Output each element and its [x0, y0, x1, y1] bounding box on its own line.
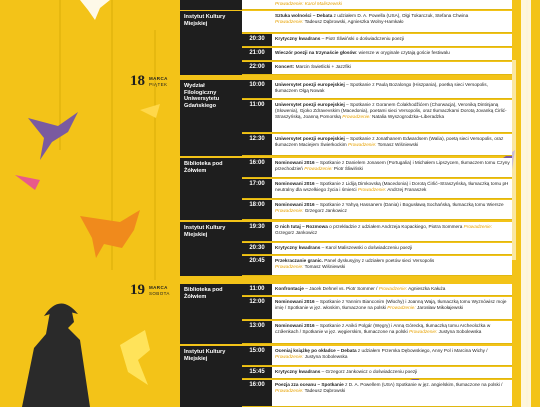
schedule-row	[242, 380, 512, 407]
event-details: – Spotkanie z Yahyą Hassanem (Dania) i Bogusławą Sochańską, tłumaczką tomu Wiersze	[314, 202, 504, 207]
event-title: Oceniaj książkę po okładce – Debata	[275, 348, 357, 353]
schedule-row	[242, 134, 512, 156]
event-description	[275, 1, 510, 7]
bird-orange-icon	[80, 210, 140, 258]
time-cell: 15:45	[242, 367, 272, 378]
time-cell: 17:00	[242, 179, 272, 198]
event-title: Uniwersytet poezji europejskiej	[275, 82, 345, 87]
time-cell: 18:00	[242, 200, 272, 219]
time-cell: 20:45	[242, 256, 272, 275]
time-cell: 20:30	[242, 34, 272, 46]
schedule-block	[180, 346, 512, 407]
moderator-label: Prowadzenie:	[408, 329, 438, 335]
moderator-label: Prowadzenie:	[342, 114, 371, 120]
event-title: Krytyczny kwadrans	[275, 369, 321, 374]
time-cell: 22:00	[242, 62, 272, 74]
moderator-name: Tomasz Wiśniewski	[376, 142, 419, 148]
schedule-block	[180, 80, 512, 156]
date-marker-18	[130, 72, 168, 90]
moderator-text: Prowadzenie: Karol Maliszewski	[275, 1, 342, 6]
event-description	[275, 348, 510, 360]
moderator-label: Prowadzenie:	[378, 286, 408, 291]
time-cell: 16:00	[242, 158, 272, 177]
event-details: : wiersze w oryginale czytają goście festiwalu	[355, 50, 450, 55]
moderator-name: Tadeusz Dąbrowski	[303, 388, 346, 394]
schedule-row	[242, 297, 512, 320]
event-title: Poezja zza oceanu – Spotkanie	[275, 382, 344, 387]
time-cell: 15:00	[242, 346, 272, 365]
moderator-name: Agnieszka Kałuża	[407, 286, 446, 291]
schedule-row	[242, 48, 512, 61]
time-cell: 20:30	[242, 243, 272, 254]
venue-cell: Biblioteka pod Żółwiem	[180, 284, 242, 344]
time-cell: 12:00	[242, 297, 272, 319]
moderator-label: Prowadzenie:	[387, 305, 416, 311]
event-title: Nominowani 2016	[275, 202, 315, 207]
schedule-block	[180, 284, 512, 344]
schedule-block	[180, 11, 512, 75]
bird-pink-icon	[15, 175, 40, 190]
bird-purple-icon	[28, 112, 78, 160]
time-cell: 19:30	[242, 222, 272, 241]
event-description	[275, 224, 510, 236]
event-description	[275, 286, 510, 292]
event-title: Nominowani 2016	[275, 181, 315, 186]
event-description	[275, 136, 510, 148]
event-description	[275, 82, 510, 94]
event-description	[275, 64, 510, 70]
event-title: Sztuka wolności – Debata	[275, 13, 333, 18]
schedule-row	[242, 367, 512, 379]
schedule-row	[242, 243, 512, 255]
schedule-row	[242, 62, 512, 75]
schedule-row	[242, 284, 512, 296]
event-details: o przekładzie z udziałem Andrzeja Kopackiego, Piotra Sommera	[327, 224, 463, 229]
event-description	[275, 181, 510, 193]
event-details: Marcin Świetlicki + Jazzfiki	[294, 64, 351, 69]
schedule-row	[242, 200, 512, 220]
moderator-name: Jarosław Mikołajewski	[415, 305, 464, 311]
event-title: Wieczór poezji na trzynaście głosów	[275, 50, 356, 55]
event-description	[275, 299, 510, 311]
venue-cell: Biblioteka pod Żółwiem	[180, 158, 242, 220]
event-title: Uniwersytet poezji europejskiej	[275, 102, 345, 107]
event-description	[275, 382, 510, 394]
moderator-label: Prowadzenie:	[357, 187, 387, 193]
schedule-block-top	[180, 0, 512, 10]
event-description	[275, 202, 510, 214]
moderator-name: Justyna Sobolewska	[437, 329, 482, 335]
bird-yellow-bottom-icon	[120, 330, 150, 385]
event-description	[275, 245, 510, 251]
venue-cell: Instytut Kultury Miejskiej	[180, 346, 242, 407]
event-details: – Spotkanie z Danielem Jonasem (Portugalia) i Michałem Lipszycem, tłumaczem tomu Czyny przechodzień	[275, 160, 510, 172]
moderator-name: Natalia Wyszogrodzka–Liberadzka	[370, 114, 445, 120]
event-description	[275, 160, 510, 172]
event-title: Uniwersytet poezji europejskiej	[275, 136, 345, 141]
moderator-name: Piotr Śliwiński	[332, 166, 363, 172]
event-description	[275, 369, 510, 375]
event-description	[275, 258, 510, 270]
moderator-label: Prowadzenie:	[275, 19, 304, 25]
moderator-label: Prowadzenie:	[275, 354, 304, 360]
moderator-label: Prowadzenie:	[275, 388, 304, 394]
event-title: Krytyczny kwadrans	[275, 36, 321, 41]
moderator-name: Andrzej Franaszek	[386, 187, 427, 193]
venue-cell	[180, 0, 242, 10]
date-month: MARCA	[149, 76, 168, 81]
moderator-label: Prowadzenie:	[347, 142, 377, 148]
date-marker-19	[130, 281, 170, 299]
schedule-row	[242, 256, 512, 276]
schedule-row	[242, 80, 512, 99]
bird-yellow-icon	[140, 104, 160, 118]
schedule-row	[242, 222, 512, 242]
date-day: 19	[130, 282, 145, 298]
venue-cell: Instytut Kultury Miejskiej	[180, 222, 242, 276]
event-details: – Karol Maliszewski o doświadczeniu poezji	[320, 245, 413, 250]
event-details: – Spotkanie z Yannim Bianconim (Włochy) i Joanną Wają, tłumaczką tomu Wyznówisz moje imię / Spotkanie w jęz. włoskim, tłumaczone na polski	[275, 299, 507, 311]
moderator-name: Grzegorz Jankowicz	[275, 230, 318, 236]
schedule-row	[242, 34, 512, 47]
person-silhouette	[22, 306, 90, 407]
date-weekday: PIĄTEK	[149, 82, 168, 87]
event-details: z udziałem Przemka Dębowskiego, Anny Pol i Marcina Wichy /	[356, 348, 488, 353]
event-details: Panel dyskusyjny z udziałem poetów sieci Versopolis	[322, 258, 435, 263]
venue-cell: Instytut Kultury Miejskiej	[180, 11, 242, 75]
moderator-name: Tadeusz Dąbrowski, Agnieszka Wolny-Hamkało	[303, 19, 404, 25]
event-title: O nich tutaj – Rozmowa	[275, 224, 328, 229]
schedule-row	[242, 0, 512, 10]
schedule-row	[242, 321, 512, 344]
bird-white-icon	[80, 0, 110, 20]
schedule-block	[180, 222, 512, 276]
schedule-row	[242, 179, 512, 199]
venue-cell: Wydział Filologiczny Uniwersytetu Gdańskiego	[180, 80, 242, 156]
event-details: – Spotkanie z Jonathanem Edwardsem (Walia), poetą sieci Versopolis, oraz tłumaczem Maciejem Świerkockim	[275, 136, 504, 148]
time-cell: 21:00	[242, 48, 272, 60]
event-details: – Piotr Śliwiński o doświadczeniu poezji	[320, 36, 404, 41]
event-title: Przekraczanie granic.	[275, 258, 323, 263]
time-cell: 13:00	[242, 321, 272, 343]
right-edge-bar	[512, 60, 516, 260]
time-cell	[242, 11, 272, 32]
event-title: Nominowani 2016	[275, 323, 315, 328]
event-details: z udziałem D. A. Powella (USA), Olgi Tokarczuk, Stefana Chwina	[332, 13, 469, 18]
event-title: Konfrontacje	[275, 286, 304, 291]
schedule-row	[242, 11, 512, 33]
event-details: – Jacek Dehnel vs. Piotr Sommer /	[303, 286, 378, 291]
event-description	[275, 36, 510, 42]
date-day: 18	[130, 73, 145, 89]
moderator-name: Tomasz Wiśniewski	[303, 264, 346, 270]
event-description	[275, 323, 510, 335]
event-title: Koncert:	[275, 64, 295, 69]
moderator-label: Prowadzenie:	[275, 264, 304, 270]
moderator-label: Prowadzenie:	[275, 208, 304, 214]
event-details-extra: , tłumaczem Olgą Nowak	[275, 82, 488, 94]
event-title: Krytyczny kwadrans	[275, 245, 321, 250]
event-title: Nominowani 2016	[275, 160, 315, 165]
moderator-label: Prowadzenie:	[304, 166, 333, 172]
time-cell: 11:00	[242, 284, 272, 295]
time-cell: 11:00	[242, 100, 272, 132]
time-cell: 16:00	[242, 380, 272, 406]
event-details: z D. A. Powellem (USA) Spotkanie w jęz. angielskim, tłumaczone na polski /	[343, 382, 503, 387]
moderator-label: Prowadzenie:	[463, 224, 493, 229]
date-weekday: SOBOTA	[149, 291, 170, 296]
time-cell	[242, 0, 272, 9]
event-description	[275, 13, 510, 25]
event-details: – Grzegorz Jankowicz o doświadczeniu poezji	[320, 369, 418, 374]
date-month: MARCA	[149, 285, 168, 290]
schedule-row	[242, 100, 512, 133]
moderator-name: Grzegorz Jankowicz	[303, 208, 347, 214]
event-description	[275, 50, 510, 56]
event-details: – Spotkanie z Anikó Polgár (Węgry) i Anną Górecką, tłumaczką tomu Archeolożka w czółenkach / Spotkanie w jęz. węgierskim, tłumaczone na polski	[275, 323, 491, 335]
moderator-name: Justyna Sobolewska	[303, 354, 348, 360]
time-cell: 10:00	[242, 80, 272, 98]
right-edge-bar	[521, 0, 531, 407]
event-description	[275, 102, 510, 120]
event-title: Nominowani 2016	[275, 299, 315, 304]
event-details: – Spotkanie z Lidiją Dimkovską (Macedonia) i Dorotą Ćirlić–Straszyńską, tłumaczką tomu pH neutralny dla wszelkiego życia i śmierci	[275, 181, 509, 193]
time-cell: 12:30	[242, 134, 272, 155]
event-details: – Spotkanie z Paulą Bozalongo (Hiszpania), poetką sieci Versopolis	[344, 82, 487, 87]
schedule-row	[242, 158, 512, 178]
schedule-row	[242, 346, 512, 366]
schedule-block	[180, 158, 512, 220]
event-details: – Spotkanie z Goranem Čolakhodžićem (Chorwacja), Veroniką Dintinjaną (Słowenia), Gjoko Zdravevskim (Macedonia), poetami sieci Versopolis, oraz tłumaczkami Dorotą Jovanką Ćirlić-Straszyńską, Joanną Pomorską	[275, 102, 507, 120]
